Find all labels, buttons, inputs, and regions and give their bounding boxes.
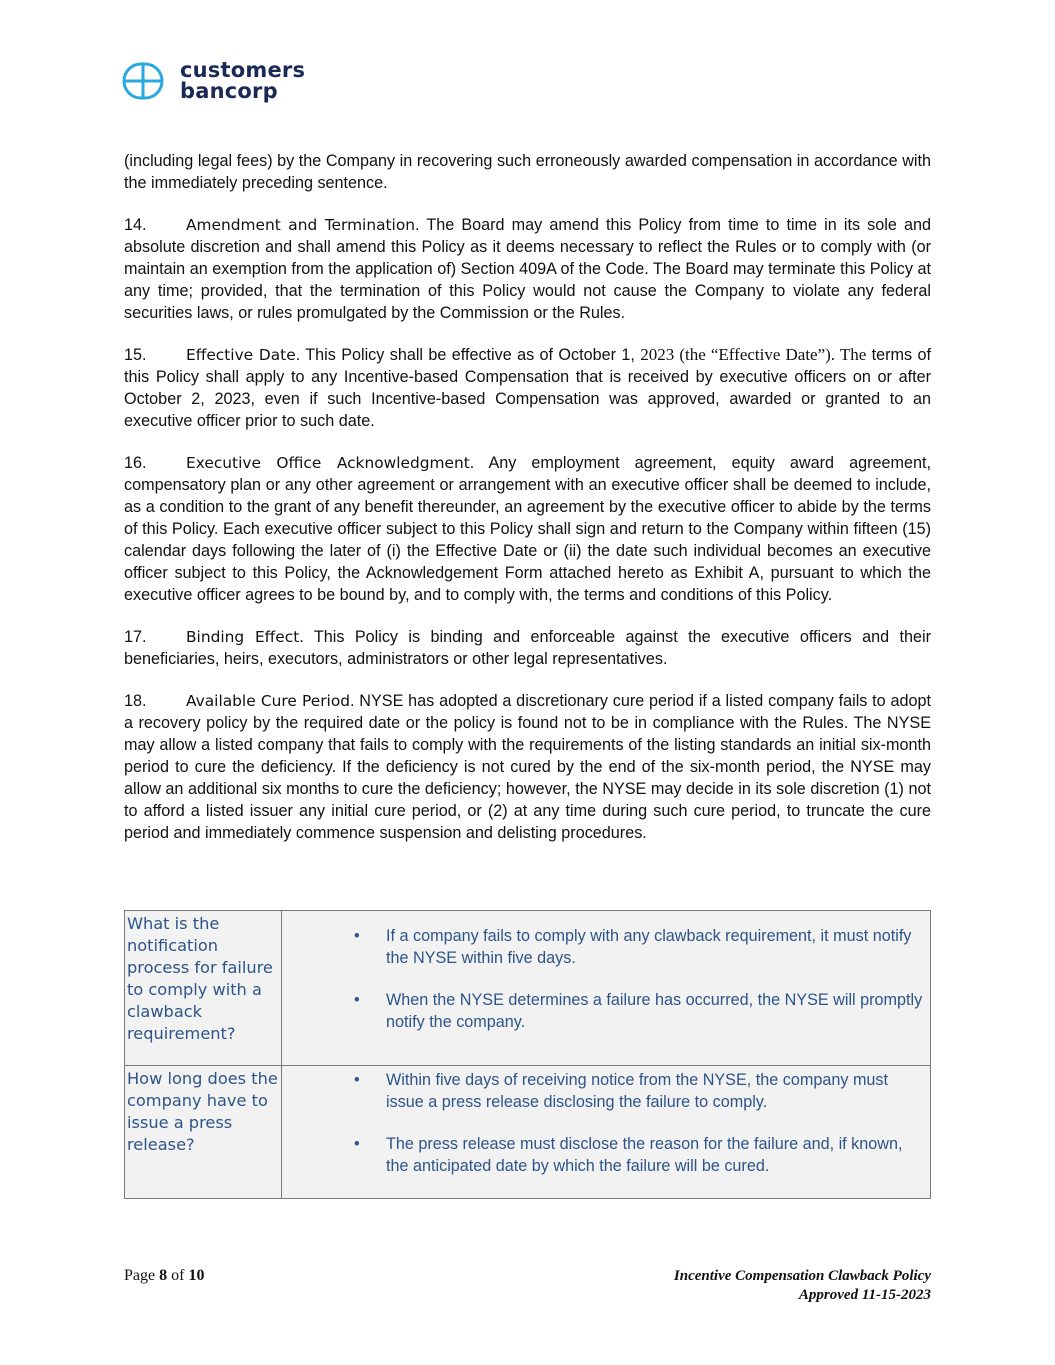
section-body-cont: terms of this Policy shall apply to any Incentive-based Compensation that is received by executive officers on or after October 2, 2023, even if such Incentive-based Compensation was approved, awarded or granted to an executive officer prior to such date.	[124, 346, 931, 430]
section-title: Amendment and Termination	[186, 216, 416, 234]
bullet-text: When the NYSE determines a failure has occurred, the NYSE will promptly notify the company.	[386, 991, 923, 1031]
list-item	[282, 1133, 928, 1177]
answer-cell	[282, 911, 931, 1066]
logo-mark-icon	[122, 62, 164, 100]
policy-body	[124, 150, 931, 864]
section-15	[124, 344, 931, 432]
section-number: 16.	[124, 454, 147, 472]
section-title: Binding Effect	[186, 628, 300, 646]
bullet-text: The press release must disclose the reason for the failure and, if known, the anticipated date by which the failure will be cured.	[386, 1135, 903, 1175]
section-body: . NYSE has adopted a discretionary cure period if a listed company fails to adopt a recovery policy by the required date or the policy is found not to be in compliance with the Rules. The NYSE may allow a listed company that fails to comply with the requirements of the listing standards an initial six-month period to cure the deficiency. If the deficiency is not cured by the end of the six-month period, the NYSE may allow an additional six months to cure the deficiency; however, the NYSE may decide in its sole discretion (1) not to afford a listed issuer any initial cure period, or (2) at any time during such cure period, to truncate the cure period and immediately commence suspension and delisting procedures.	[124, 692, 931, 842]
section-number: 17.	[124, 628, 147, 646]
document-footer	[674, 1267, 931, 1305]
section-body-serif: 2023 (the “Effective Date”). The	[640, 345, 867, 364]
bullet-text: If a company fails to comply with any clawback requirement, it must notify the NYSE within five days.	[386, 927, 912, 967]
page-current: 8	[159, 1267, 168, 1284]
list-item	[282, 1069, 928, 1113]
cure-period-faq-table	[124, 910, 931, 1199]
list-item	[282, 989, 928, 1033]
bullet-icon: •	[354, 927, 360, 945]
table-row	[125, 911, 931, 1066]
bullet-icon: •	[354, 1135, 360, 1153]
bullet-text: Within five days of receiving notice from the NYSE, the company must issue a press release disclosing the failure to comply.	[386, 1071, 889, 1111]
document-title: Incentive Compensation Clawback Policy	[673, 1268, 931, 1284]
bullet-icon: •	[354, 1071, 360, 1089]
page-total: 10	[188, 1267, 205, 1284]
section-number: 14.	[124, 216, 147, 234]
bullet-icon: •	[354, 991, 360, 1009]
section-body: . Any employment agreement, equity award agreement, compensatory plan or any other agreement or arrangement with an executive officer shall be deemed to include, as a condition to the grant of any benefit thereunder, an agreement by the executive officer to abide by the terms of this Policy. Each executive officer subject to this Policy shall sign and return to the Company within fifteen (15) calendar days following the later of (i) the Effective Date or (ii) the date such individual becomes an executive officer subject to this Policy, the Acknowledgement Form attached hereto as Exhibit A, pursuant to which the executive officer agrees to be bound by, and to comply with, the terms and conditions of this Policy.	[124, 454, 931, 604]
page-word: Page	[124, 1267, 160, 1284]
intro-paragraph: (including legal fees) by the Company in recovering such erroneously awarded compensation in accordance with the immediately preceding sentence.	[124, 152, 931, 192]
logo-line-1: customers	[180, 58, 306, 82]
answer-list	[282, 1066, 928, 1177]
section-17	[124, 626, 931, 670]
of-word: of	[167, 1267, 189, 1284]
question-cell: What is the notification process for failure to comply with a clawback requirement?	[125, 911, 282, 1066]
answer-list	[282, 911, 928, 1033]
answer-cell	[282, 1066, 931, 1199]
approval-date: Approved 11-15-2023	[798, 1287, 931, 1303]
list-item	[282, 925, 928, 969]
section-body: . The Board may amend this Policy from time to time in its sole and absolute discretion and shall amend this Policy as it deems necessary to reflect the Rules or to comply with (or maintain an exemption from the application of) Section 409A of the Code. The Board may terminate this Policy at any time; provided, that the termination of this Policy would not cause the Company to violate any federal securities laws, or rules promulgated by the Commission or the Rules.	[124, 216, 932, 322]
section-title: Effective Date	[186, 346, 296, 364]
section-number: 18.	[124, 692, 147, 710]
table-row	[125, 1066, 931, 1199]
section-title: Executive Office Acknowledgment	[186, 454, 470, 472]
page-number	[124, 1267, 204, 1285]
section-number: 15.	[124, 346, 147, 364]
logo-line-2: bancorp	[180, 79, 278, 103]
company-logo	[122, 60, 305, 102]
question-cell: How long does the company have to issue a press release?	[125, 1066, 282, 1199]
section-body: . This Policy shall be effective as of October 1,	[295, 346, 641, 364]
section-body: . This Policy is binding and enforceable against the executive officers and their beneficiaries, heirs, executors, administrators or other legal representatives.	[124, 628, 931, 668]
logo-wordmark	[180, 60, 305, 102]
section-title: Available Cure Period	[186, 692, 350, 710]
section-18	[124, 690, 931, 844]
section-16	[124, 452, 931, 606]
section-14	[124, 214, 931, 324]
